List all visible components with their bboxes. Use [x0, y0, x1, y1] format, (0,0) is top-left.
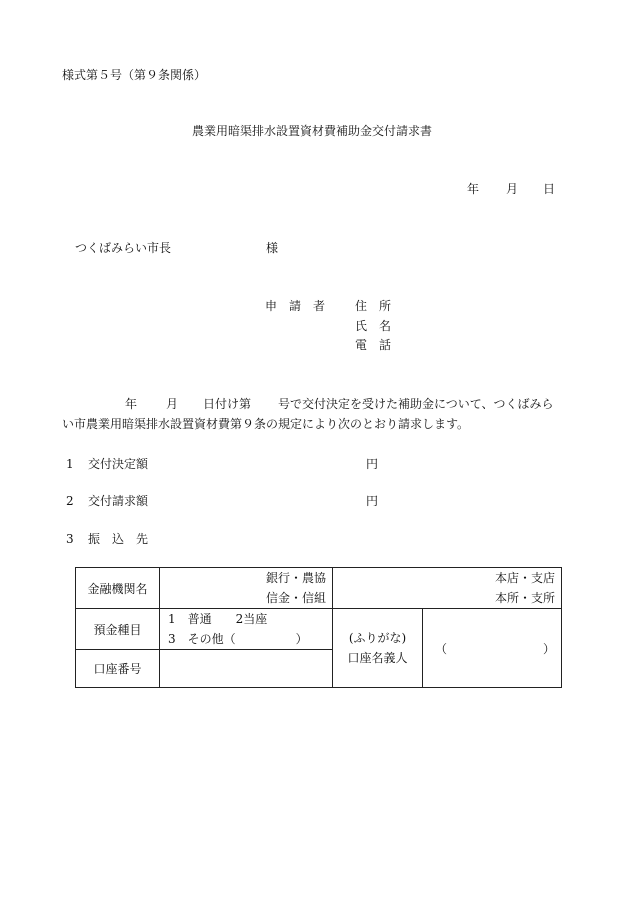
institution-label: 金融機関名	[76, 568, 160, 609]
deposit-option-1: 1 普通 2当座	[168, 612, 268, 626]
address-label: 住 所	[355, 299, 392, 313]
date-day: 日	[543, 182, 556, 196]
bank-type-1: 銀行・農協	[265, 571, 326, 585]
addressee-honorific: 様	[266, 241, 279, 255]
applicant-label: 申 請 者	[265, 299, 326, 313]
phone-label: 電 話	[355, 338, 392, 352]
item-1-label: 交付決定額	[88, 457, 149, 471]
account-holder-paren: （ ）	[435, 641, 556, 656]
furigana-label: (ふりがな)	[348, 631, 407, 645]
item-2-unit: 円	[366, 494, 379, 508]
account-number-label: 口座番号	[76, 650, 160, 688]
date-year: 年	[467, 182, 480, 196]
account-holder-label: 口座名義人	[347, 651, 408, 665]
item-1-number: 1	[66, 457, 74, 471]
addressee-name: つくばみらい市長	[75, 241, 172, 255]
branch-type-1: 本店・支店	[495, 571, 556, 585]
deposit-type-cell[interactable]	[160, 609, 333, 650]
document-title: 農業用暗渠排水設置資材費補助金交付請求書	[192, 124, 433, 138]
body-month: 月	[166, 397, 179, 411]
item-3-number: 3	[66, 532, 74, 546]
item-2-label: 交付請求額	[88, 494, 149, 508]
branch-type-2: 本所・支所	[495, 591, 556, 605]
account-number-cell[interactable]	[160, 650, 333, 688]
account-holder-label-cell	[333, 609, 423, 688]
body-no-suffix: 号で交付決定を受けた補助金について、つくばみら	[278, 397, 554, 411]
body-day-suffix: 日付け第	[203, 397, 252, 411]
form-number: 様式第５号（第９条関係）	[62, 68, 207, 82]
bank-type-cell[interactable]	[160, 568, 333, 609]
item-3-label: 振 込 先	[88, 532, 149, 546]
item-1-unit: 円	[366, 457, 379, 471]
account-holder-cell[interactable]	[423, 609, 562, 688]
body-year: 年	[125, 397, 138, 411]
item-2-number: 2	[66, 494, 74, 508]
body-line-2: い市農業用暗渠排水設置資材費第９条の規定により次のとおり請求します。	[62, 417, 470, 431]
bank-type-2: 信金・信組	[265, 591, 326, 605]
bank-transfer-table	[75, 567, 562, 688]
branch-type-cell[interactable]	[333, 568, 562, 609]
deposit-option-2: 3 その他（ ）	[168, 632, 308, 646]
name-label: 氏 名	[355, 319, 392, 333]
deposit-type-label: 預金種目	[76, 609, 160, 650]
date-month: 月	[506, 182, 519, 196]
